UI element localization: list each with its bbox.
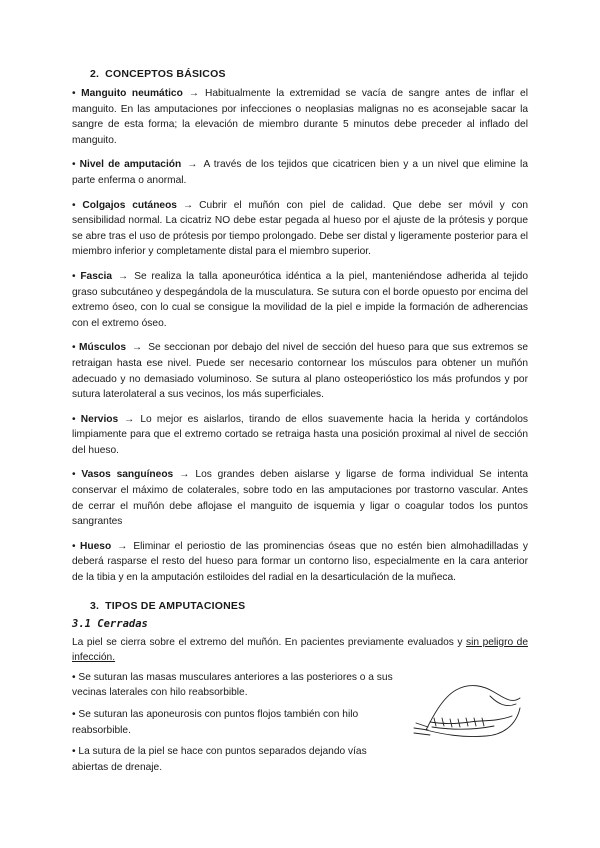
concept-term: Nivel de amputación [79,159,182,171]
closed-bullet-item: • Se suturan las masas musculares anteriores a las posteriores o a sus vecinas laterales con hilo reabsorbible. [72,671,393,699]
section-heading-tipos [90,600,528,612]
arrow-icon: → [182,199,194,211]
bullet-mark: • [72,540,81,552]
concept-item [72,157,528,188]
bullet-mark: • [72,270,81,282]
concept-item [72,269,528,331]
bullet-mark: • [72,199,83,211]
concept-term: Hueso [80,540,112,552]
closed-bullet-item: • La sutura de la piel se hace con puntos separados dejando vías abiertas de drenaje. [72,746,367,773]
concept-item [72,340,528,402]
arrow-icon: → [187,159,198,171]
concept-term: Músculos [79,342,127,354]
section-number: 3. [90,599,100,612]
closed-amputation-block [72,670,528,776]
bullet-mark: • [72,88,82,99]
concepts-list [72,86,528,586]
concept-term: Colgajos cutáneos [82,199,177,211]
concept-text: Habitualmente la extremidad se vacía de sangre antes de inflar el manguito. En las amputaciones por infecciones o neoplasias malignas no es aconsejable sacar la sangre de esta forma; la elevación de miembro durante 5 minutos debe preceder al inflado del manguito. [72,88,528,146]
arrow-icon: → [124,413,135,425]
section-title: CONCEPTOS BÁSICOS [105,68,226,80]
document-page [72,68,528,781]
arrow-icon: → [118,270,129,282]
section-heading-conceptos [90,68,528,80]
section-number: 2. [90,68,100,80]
bullet-mark: • [72,342,80,354]
bullet-mark: • [72,159,80,171]
concept-term: Manguito neumático [81,88,183,99]
concept-text: Lo mejor es aislarlos, tirando de ellos suavemente hacia la herida y cortándolos limpiamente para que el extremo cortado se retraiga hasta una posición proximal al nivel de sección del hueso. [72,413,528,456]
bullet-mark: • [72,469,82,481]
bullet-mark: • [72,413,81,425]
concept-item [72,86,528,148]
intro-text: La piel se cierra sobre el extremo del muñón. En pacientes previamente evaluados y [72,636,463,648]
concept-text: Se seccionan por debajo del nivel de sección del hueso para que sus extremos se retraigan hasta ese nivel. Puede ser necesario contornear los músculos para obtener un muñón adecuado y no demasiado voluminoso. Se sutura al plano osteoperióstico los más profundos y por sutura laterolateral a sus vecinos, los más superficiales. [72,342,528,401]
concept-item [72,539,528,586]
concept-item [72,198,528,260]
closed-bullet-item: • Se suturan las aponeurosis con puntos flojos también con hilo reabsorbible. [72,709,359,736]
arrow-icon: → [179,469,190,481]
subsection-heading-cerradas: 3.1 Cerradas [72,617,148,630]
concept-text: Se realiza la talla aponeurótica idéntica a la piel, manteniéndose adherida al tejido graso subcutáneo y despegándola de la musculatura. Se sutura con el borde opuesto por encima del extremo óseo, con lo cual se consigue la movilidad de la piel e impide la formación de adherencias con el extremo óseo. [72,270,528,329]
concept-text: Eliminar el periostio de las prominencias óseas que no estén bien almohadilladas y deberá rasparse el resto del hueso para formar un contorno liso, especialmente en la cara anterior de la tibia y en la amputación estiloides del radial en la desarticulación de la muñeca. [72,540,528,584]
arrow-icon: → [117,540,128,552]
closed-amputation-bullets [72,670,402,776]
concept-text: A través de los tejidos que cicatricen bien y a un nivel que elimine la parte enferma o anormal. [72,159,528,186]
concept-term: Fascia [80,270,113,282]
concept-text: Los grandes deben aislarse y ligarse de forma individual Se intenta conservar el máximo de colaterales, sobre todo en las amputaciones por trastorno vascular. Antes de cerrar el muñón debe aflojase el manguito de isquemia y ligar o coagular todos los puntos sangrantes [72,469,528,528]
section-title: TIPOS DE AMPUTACIONES [105,599,246,612]
intro-underlined-text: sin peligro de infección. [72,636,528,664]
concept-item [72,467,528,529]
arrow-icon: → [132,342,143,354]
stump-suture-sketch-icon [412,678,524,746]
subsection-intro [72,635,528,666]
concept-term: Vasos sanguíneos [81,469,174,481]
concept-text: Cubrir el muñón con piel de calidad. Que debe ser móvil y con sensibilidad normal. La cicatriz NO debe estar pegada al hueso por el ajuste de la prótesis y porque se abre tras el uso de prótesis por tiempo prolongado. Debe ser distal y ligeramente posterior para el miembro inferior y completamente distal para el miembro superior. [72,199,529,258]
concept-term: Nervios [80,413,119,425]
concept-item [72,412,528,459]
arrow-icon: → [188,88,199,99]
